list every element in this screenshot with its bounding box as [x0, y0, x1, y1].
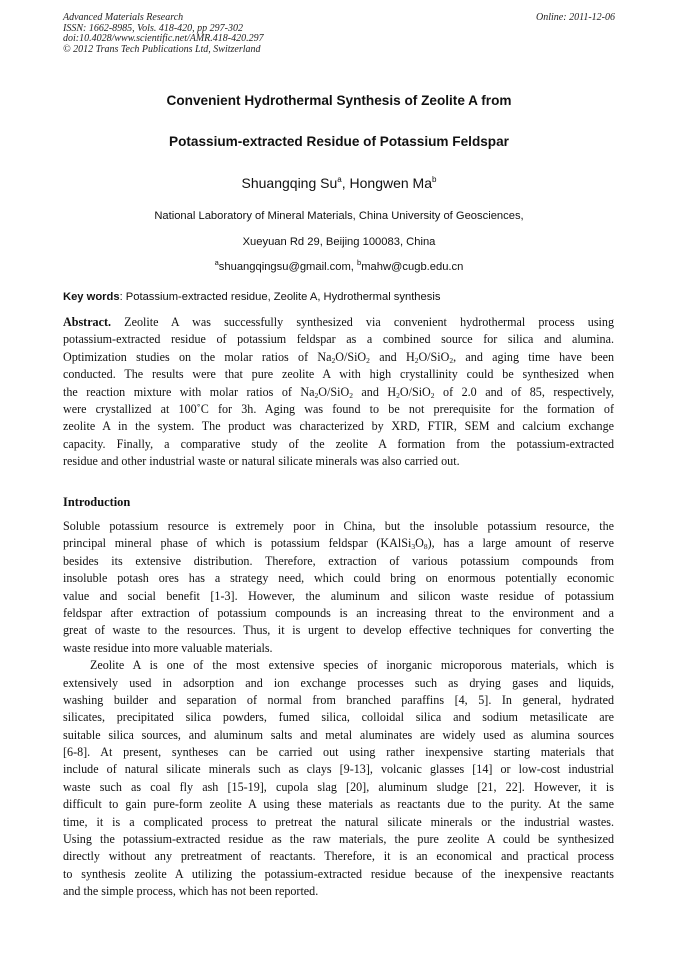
- affiliation-line-2: Xueyuan Rd 29, Beijing 100083, China: [242, 236, 436, 248]
- text-line: feldspar after extraction of potassium compounds is an increasing threat to the environment and a: [63, 605, 614, 620]
- text-line: extensively used in adsorption and ion exchange processes such as drying gases and liquids,: [63, 675, 614, 690]
- text-line: time, it is a complicated process to pretreat the natural silicate minerals or the industrial wastes.: [63, 814, 614, 829]
- email-link[interactable]: mahw@cugb.edu.cn: [361, 261, 464, 273]
- text-line: Abstract. Zeolite A was successfully synthesized via convenient hydrothermal process using: [63, 315, 614, 329]
- text-line: waste residue into more valuable materials.: [63, 640, 273, 655]
- text-line: [6-8]. At present, syntheses can be carried out using rather inexpensive starting materials that: [63, 745, 614, 760]
- paper-title-line-2: Potassium-extracted Residue of Potassium Feldspar: [169, 134, 509, 149]
- abstract: [63, 314, 614, 471]
- text-line: difficult to gain pure-form zeolite A using these materials as reactants due to the purity. At the same: [63, 797, 614, 812]
- text-line: Zeolite A is one of the most extensive species of inorganic microporous materials, which is: [90, 658, 614, 673]
- author-affiliation-mark: a: [337, 175, 342, 184]
- keywords: [63, 291, 623, 303]
- keywords-text: : Potassium-extracted residue, Zeolite A, Hydrothermal synthesis: [119, 291, 441, 303]
- text-line: were crystallized at 100˚C for 3h. Aging was found to be not prerequisite for the formation of: [63, 401, 614, 416]
- text-line: Soluble potassium resource is extremely poor in China, but the insoluble potassium resource, the: [63, 519, 614, 533]
- text-line: waste such as coal fly ash [15-19], cupola slag [20], aluminum sludge [21, 22]. However, it is: [63, 779, 614, 794]
- keywords-label: Key words: [63, 291, 120, 303]
- text-line: the reaction mixture with molar ratios of $Na_2O/SiO_2$ and $H_2O/SiO_2$ of 2.0 and of 85, respectively,: [63, 384, 614, 400]
- text-line: great of waste to the resources. Thus, it is urgent to develop effective techniques for converting the: [63, 623, 614, 638]
- doi-line: doi:10.4028/www.scientific.net/AMR.418-420.297: [63, 33, 264, 45]
- text-line: Optimization studies on the molar ratios of $Na_2O/SiO_2$ and $H_2O/SiO_2$, and aging time have been: [63, 349, 615, 365]
- paper-title-line-1: Convenient Hydrothermal Synthesis of Zeolite A from: [166, 93, 512, 108]
- author-separator: ,: [341, 175, 350, 191]
- introduction-body: [63, 518, 614, 901]
- journal-name: Advanced Materials Research: [63, 12, 184, 23]
- text-line: silicates, precipitated silica powders, fumed silica, colloidal silica and sodium metasilicate are: [63, 710, 614, 725]
- text-line: suitable silica sources, and aluminum salts and metal aluminates are widely used as alumina sources: [63, 727, 614, 742]
- issn-line: ISSN: 1662-8985, Vols. 418-420, pp 297-302: [63, 22, 243, 34]
- author-emails: [0, 258, 678, 273]
- text-line: besides its extensive distribution. Therefore, extraction of various potassium compounds from: [63, 553, 614, 568]
- text-line: principal mineral phase of which is potassium feldspar $(KAlSi_3O_8)$, has a large amount of reserve: [63, 536, 614, 552]
- author-name: Shuangqing Su: [241, 175, 338, 191]
- affiliation-line-1: National Laboratory of Mineral Materials, China University of Geosciences,: [154, 210, 524, 222]
- text-line: and the simple process, which has not been reported.: [63, 884, 319, 899]
- text-line: residue and other industrial waste or natural silicate minerals was also carried out.: [63, 454, 460, 469]
- email-link[interactable]: shuangqingsu@gmail.com,: [218, 261, 358, 273]
- text-line: potassium-extracted residue of potassium feldspar as a combined source for silica and alumina.: [63, 332, 614, 347]
- author-list: [0, 175, 678, 191]
- text-line: washing builder and separation of normal from branched paraffins [4, 5]. In general, hydrated: [63, 692, 614, 707]
- text-line: zeolite A in the system. The product was characterized by XRD, FTIR, SEM and calcium exchange: [63, 419, 614, 434]
- text-line: Using the potassium-extracted residue as the raw materials, the pure zeolite A could be synthesized: [63, 832, 614, 847]
- email-mark: b: [357, 258, 362, 267]
- abstract-label: Abstract.: [63, 315, 112, 329]
- author-name: Hongwen Ma: [349, 175, 433, 191]
- text-line: include of natural silicate minerals such as clays [9-13], volcanic glasses [14] or low-cost industrial: [63, 762, 614, 777]
- text-line: value and social benefit [1-3]. However, the aluminum and silicon waste residue of potassium: [63, 588, 614, 603]
- text-line: capacity. Finally, a comparative study of the zeolite A formation from the potassium-extracted: [63, 436, 614, 451]
- journal-header: [63, 13, 615, 55]
- text-line: conducted. The results were that pure zeolite A with high crystallinity could be synthesized when: [63, 367, 614, 382]
- author-affiliation-mark: b: [432, 175, 437, 184]
- text-line: directly without any pretreatment of reactants. Therefore, it is an economical and practical process: [63, 849, 614, 864]
- email-mark: a: [214, 258, 219, 267]
- text-line: insoluble potash ores has a strategy need, which could bring on enormous potentially economic: [63, 571, 614, 586]
- section-heading: Introduction: [63, 495, 131, 509]
- online-date: Online: 2011-12-06: [536, 12, 615, 23]
- copyright-line: © 2012 Trans Tech Publications Ltd, Switzerland: [63, 43, 261, 55]
- text-line: to synthesis zeolite A utilizing the potassium-extracted residue because of the inexpensive reactants: [63, 866, 614, 881]
